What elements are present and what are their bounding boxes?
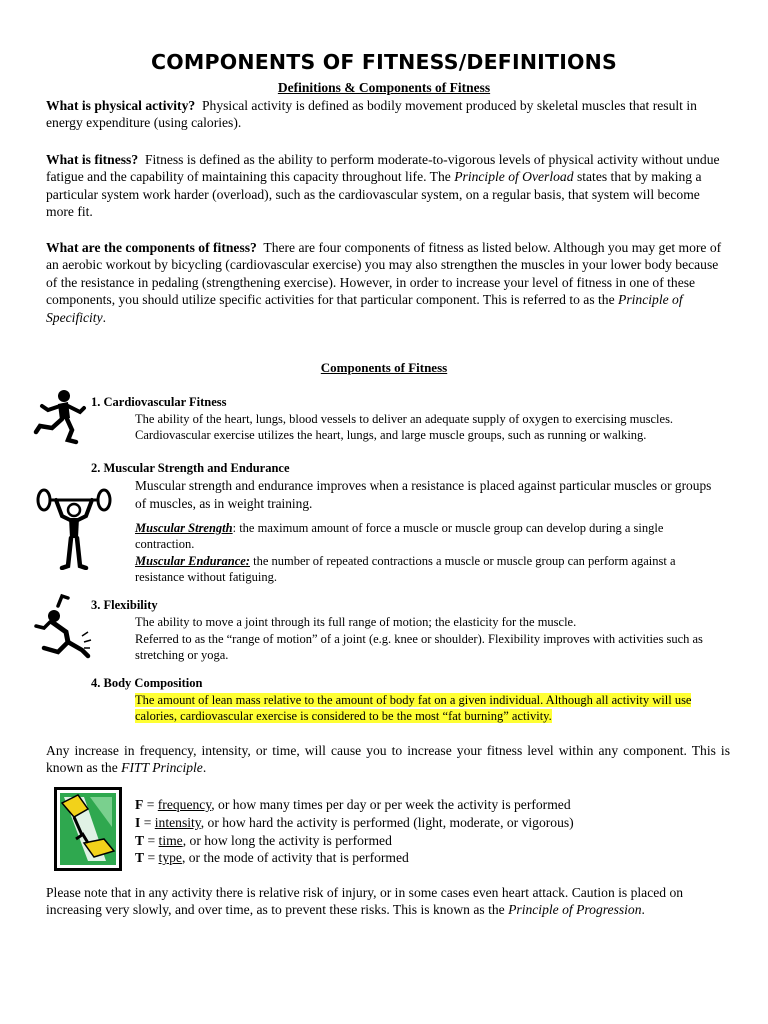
fitt-description: , or how long the activity is performed: [182, 832, 392, 848]
component-4-text: [135, 692, 720, 724]
fitt-word: time: [158, 832, 183, 848]
fitt-list: [135, 796, 574, 867]
fitt-letter: T: [135, 850, 145, 866]
component-3-text-1: The ability to move a joint through its full range of motion; the elasticity for the muscle.: [135, 615, 577, 629]
term-fitt-principle: FITT Principle: [121, 760, 203, 776]
fitt-intro-paragraph: [46, 742, 730, 777]
term-muscular-endurance: Muscular Endurance:: [135, 554, 250, 568]
fitness-paragraph: [46, 151, 730, 221]
question-fitness: What is fitness?: [46, 152, 139, 167]
fitt-word: type: [158, 850, 182, 866]
component-4-heading: 4. Body Composition: [91, 676, 203, 690]
question-components: What are the components of fitness?: [46, 240, 257, 255]
page-title: COMPONENTS OF FITNESS/DEFINITIONS: [151, 50, 617, 74]
fitt-intro-part1: Any increase in frequency, intensity, or time, will cause you to increase your fitness level within any component. This is known as the: [46, 743, 730, 776]
weightlifter-clipart-icon: [36, 488, 112, 570]
muscular-strength-text: : the maximum amount of force a muscle or muscle group can develop during a single contraction.: [135, 521, 664, 552]
muscular-endurance-text: the number of repeated contractions a muscle or muscle group can perform against a resistance without fatiguing.: [135, 554, 676, 585]
fitt-description: , or the mode of activity that is performed: [181, 850, 409, 866]
page-subtitle: Definitions & Components of Fitness: [277, 80, 491, 95]
physical-activity-paragraph: [46, 97, 730, 132]
fitt-equals: =: [144, 850, 159, 866]
term-principle-of-progression: Principle of Progression: [508, 902, 642, 918]
component-2-text: Muscular strength and endurance improves when a resistance is placed against particular muscles or groups of muscles, as in weight training.: [135, 478, 712, 511]
fitt-word: intensity: [154, 814, 201, 830]
term-principle-of-overload: Principle of Overload: [454, 169, 574, 185]
component-4-highlighted-text: The amount of lean mass relative to the amount of body fat on a given individual. Although all activity will use calories, cardiovascular exercise is considered to be the most “fat burning” activity.: [135, 693, 692, 724]
fitt-equals: =: [140, 814, 155, 830]
term-muscular-strength: Muscular Strength: [135, 521, 233, 535]
closing-paragraph: [46, 884, 730, 919]
section-heading-components: Components of Fitness: [320, 360, 448, 375]
fitt-letter: I: [135, 814, 141, 830]
fitt-letter: T: [135, 832, 145, 848]
fitt-description: , or how hard the activity is performed (light, moderate, or vigorous): [200, 814, 574, 830]
fitt-intro-part2: .: [202, 760, 207, 776]
closing-part1: Please note that in any activity there is relative risk of injury, or in some cases even heart attack. Caution is placed on increasing very slowly, and over time, as to prevent these risks. This is known as the: [46, 885, 684, 918]
answer-components-part2: .: [102, 309, 107, 325]
answer-components-part1: There are four components of fitness as listed below. Although you may get more of an aerobic workout by bicycling (cardiovascular exercise) you may also strengthen the muscles in your lower body because of the resistance in pedaling (strengthening exercise). However, in order to increase your level of fitness in one of these components, you should utilize specific activities for that particular component. This is referred to as the: [46, 240, 722, 308]
answer-fitness-part2: states that by making a particular system work harder (overload), such as the cardiovascular system, on a regular basis, that system will become more fit.: [46, 169, 702, 220]
stretching-figure-clipart-icon: [28, 592, 94, 662]
runner-clipart-icon: [30, 388, 88, 446]
muscular-endurance-definition: [135, 553, 725, 585]
closing-part2: .: [641, 902, 645, 918]
running-shoes-clipart-icon: [54, 787, 122, 871]
component-3-text-2: Referred to as the “range of motion” of a joint (e.g. knee or shoulder). Flexibility improves with activities such as stretching or yoga.: [135, 632, 703, 663]
term-principle-of-specificity: Principle of Specificity: [46, 292, 683, 325]
fitt-description: , or how many times per day or per week the activity is performed: [211, 797, 571, 812]
components-paragraph: [46, 239, 730, 326]
fitt-item-intensity: [135, 814, 574, 832]
fitt-item-time: [135, 832, 574, 850]
answer-physical-activity: Physical activity is defined as bodily movement produced by skeletal muscles that result in energy expenditure (using calories).: [46, 98, 697, 131]
fitt-letter: F: [135, 797, 144, 812]
component-1-text: The ability of the heart, lungs, blood vessels to deliver an adequate supply of oxygen to exercising muscles. Cardiovascular exercise utilizes the heart, lungs, and large muscle groups, such as running or walking.: [135, 412, 674, 443]
fitt-item-frequency: [135, 796, 574, 814]
answer-fitness-part1: Fitness is defined as the ability to perform moderate-to-vigorous levels of physical activity without undue fatigue and the capability of maintaining this capacity throughout life. The: [46, 152, 720, 185]
fitt-equals: =: [143, 797, 158, 812]
muscular-strength-definition: [135, 520, 725, 552]
fitt-item-type: [135, 849, 574, 867]
fitt-word: frequency: [157, 797, 212, 812]
fitt-equals: =: [144, 832, 159, 848]
component-1-heading: 1. Cardiovascular Fitness: [91, 395, 227, 409]
component-3-heading: 3. Flexibility: [91, 598, 158, 612]
component-2-heading: 2. Muscular Strength and Endurance: [91, 461, 290, 475]
question-physical-activity: What is physical activity?: [46, 98, 196, 113]
